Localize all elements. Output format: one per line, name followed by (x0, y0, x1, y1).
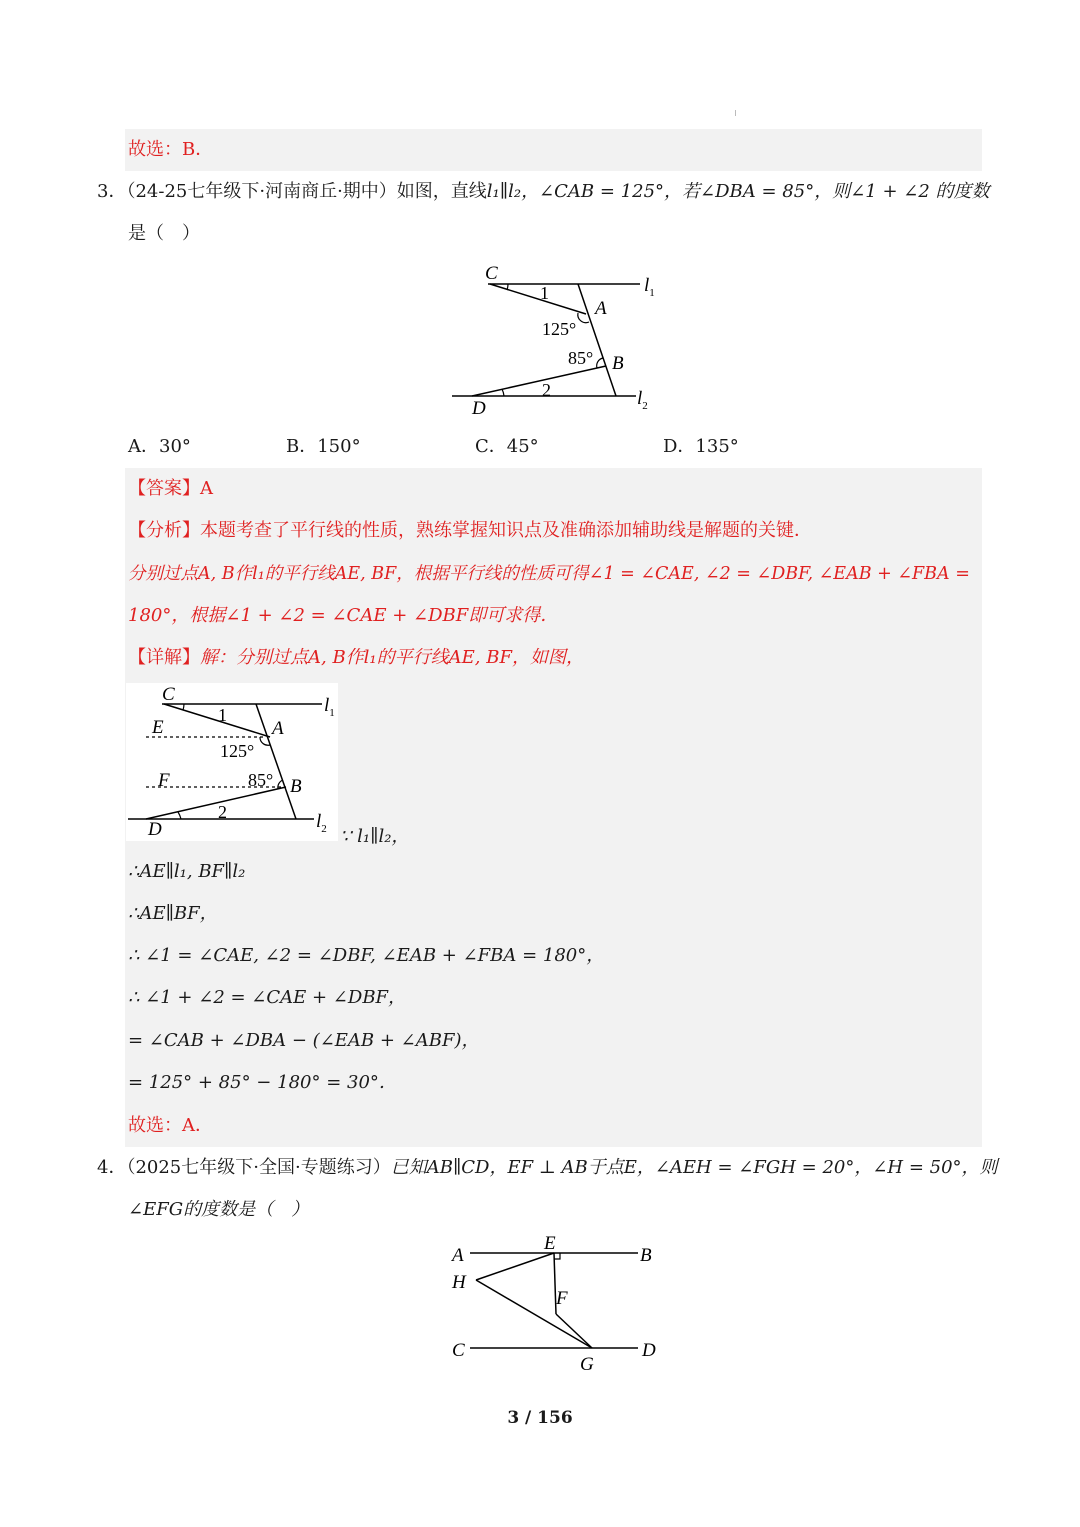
fig2-arc-1 (183, 704, 184, 710)
q4-number: 4． (97, 1157, 127, 1178)
q3-option-c[interactable]: C．45° (475, 436, 539, 457)
q3-detail-tag: 【详解】 (128, 647, 200, 668)
q3-label-l2: $l_2$ (637, 388, 648, 412)
q3-detail-text: 解：分别过点A, B作l₁的平行线AE, BF，如图， (200, 647, 584, 668)
page-number: 3 / 156 (507, 1408, 573, 1428)
q3-label-a: A (595, 298, 607, 319)
q4-segment-eh (476, 1253, 554, 1280)
q3-arc-125 (578, 313, 589, 323)
q4-label-d: D (642, 1340, 656, 1361)
fig2-label-a: A (272, 718, 284, 739)
q4-label-b: B (640, 1245, 652, 1266)
q3-label-angle1: 1 (540, 283, 549, 303)
q3-answer-tag: 【答案】 (128, 478, 200, 499)
q3-segment-ca (490, 284, 586, 314)
q3-answer-value: A (200, 478, 213, 499)
q3-option-a[interactable]: A．30° (128, 436, 191, 457)
fig2-segment-ca (164, 704, 270, 737)
q4-label-f: F (556, 1288, 568, 1309)
fig2-label-e: E (152, 717, 164, 738)
q3-arc-2 (502, 389, 504, 396)
q3-answer (128, 468, 213, 510)
q3-analysis-line3: 180°，根据∠1 + ∠2 = ∠CAE + ∠DBF即可求得． (128, 605, 559, 626)
q3-label-125: 125° (542, 319, 577, 339)
q3-final: 故选：A． (128, 1115, 213, 1136)
q3-label-d: D (472, 398, 486, 418)
fig2-segment-db (146, 787, 286, 819)
q4-label-h: H (452, 1272, 466, 1293)
q4-label-g: G (580, 1354, 594, 1374)
scan-mark (735, 110, 736, 116)
q3-analysis-tag: 【分析】 (128, 520, 200, 541)
fig2-label-l2: $l_2$ (316, 811, 327, 835)
q3-option-d[interactable]: D．135° (663, 436, 739, 457)
q3-stem-line1 (97, 171, 990, 213)
q3-label-85: 85° (568, 348, 594, 368)
q3-number: 3． (97, 181, 127, 202)
fig2-arc-2 (178, 812, 181, 819)
q3-step3: ∴ ∠1 = ∠CAE, ∠2 = ∠DBF, ∠EAB + ∠FBA = 180°， (128, 945, 605, 966)
prev-answer-box (125, 129, 982, 171)
fig2-label-c: C (162, 684, 175, 705)
q4-stem-line2: ∠EFG的度数是（ ） (128, 1199, 310, 1220)
fig2-label-f: F (158, 770, 170, 791)
q3-analysis (128, 510, 812, 552)
q3-stem-b: ，∠CAB = 125°，若∠DBA = 85°，则∠1 + ∠2 的度数 (521, 181, 990, 202)
q3-detail-figure (126, 683, 338, 841)
q4-stem-line1 (97, 1147, 998, 1189)
q3-label-b: B (612, 353, 624, 374)
q3-stem-parallel: l₁∥l₂ (486, 181, 522, 202)
fig2-label-85: 85° (248, 770, 274, 790)
fig2-label-b: B (290, 776, 302, 797)
q3-option-b[interactable]: B．150° (286, 436, 361, 457)
q4-segment-fg (556, 1314, 592, 1348)
q3-label-angle2: 2 (542, 380, 551, 400)
q3-stem-line2: 是（ ） (128, 223, 200, 244)
q3-step6: = 125° + 85° − 180° = 30°． (128, 1072, 397, 1093)
fig2-label-l1: $l_1$ (324, 695, 335, 719)
q3-step1: ∴AE∥l₁, BF∥l₂ (128, 861, 246, 882)
q3-segment-db (472, 366, 606, 396)
q3-source: （24-25七年级下·河南商丘·期中） (126, 181, 397, 202)
fig2-label-125: 125° (220, 741, 255, 761)
q4-figure (444, 1232, 666, 1374)
prev-answer-choice: 故选：B． (128, 139, 214, 160)
q4-segment-hg (476, 1280, 592, 1348)
q3-step4: ∴ ∠1 + ∠2 = ∠CAE + ∠DBF， (128, 987, 407, 1008)
q3-arc-1 (507, 284, 508, 290)
q3-step2: ∴AE∥BF， (128, 903, 218, 924)
q4-label-e: E (544, 1233, 556, 1254)
q3-analysis-text: 本题考查了平行线的性质，熟练掌握知识点及准确添加辅助线是解题的关键． (200, 520, 812, 541)
q3-label-c: C (485, 263, 498, 284)
fig2-label-angle1: 1 (218, 705, 227, 725)
q3-stem-a: 如图，直线 (396, 181, 487, 202)
fig2-label-d: D (148, 819, 162, 840)
q3-figure (440, 258, 680, 418)
q4-label-a: A (452, 1245, 464, 1266)
q4-label-c: C (452, 1340, 465, 1361)
q4-source: （2025七年级下·全国·专题练习） (126, 1157, 391, 1178)
fig2-label-angle2: 2 (218, 802, 227, 822)
q3-step5: = ∠CAB + ∠DBA − (∠EAB + ∠ABF)， (128, 1030, 480, 1051)
q3-label-l1: $l_1$ (644, 275, 655, 299)
q3-detail (128, 637, 584, 679)
q4-stem-a: 已知AB∥CD，EF ⊥ AB于点E，∠AEH = ∠FGH = 20°，∠H = 50°，则 (390, 1157, 998, 1178)
q3-step0: ∵ l₁∥l₂， (340, 826, 410, 847)
q3-analysis-line2: 分别过点A, B作l₁的平行线AE, BF，根据平行线的性质可得∠1 = ∠CAE, ∠2 = ∠DBF, ∠EAB + ∠FBA = (128, 564, 970, 584)
